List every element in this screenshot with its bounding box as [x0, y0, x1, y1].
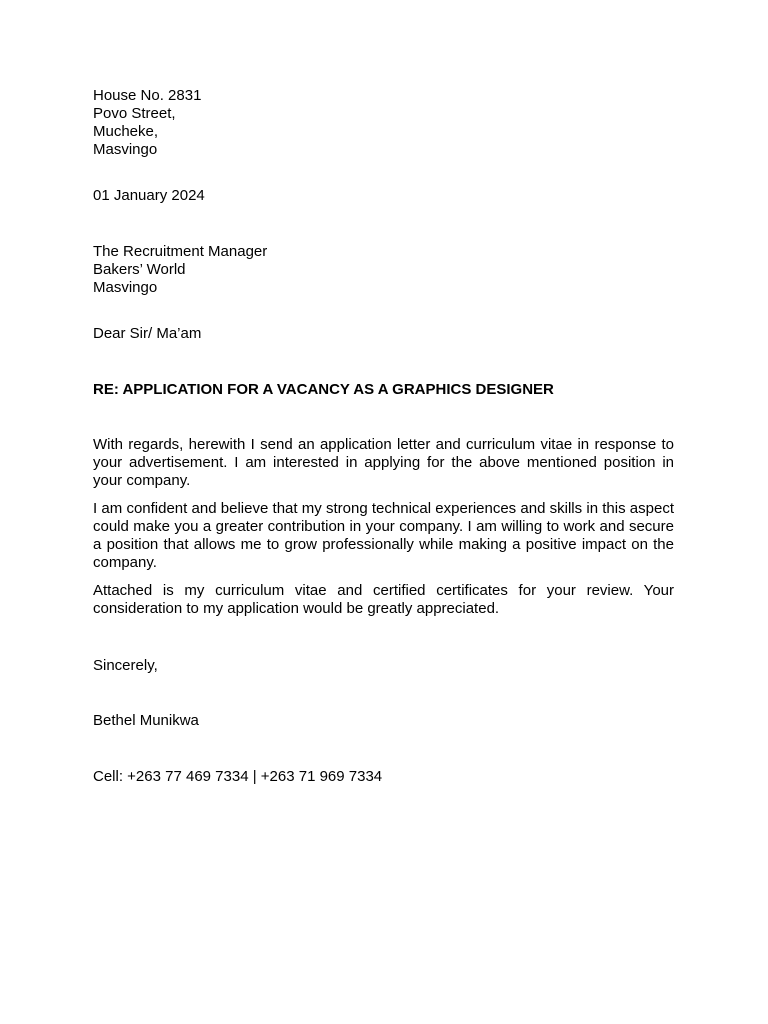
letter-date-text: 01 January 2024 — [93, 187, 205, 204]
closing — [93, 657, 674, 675]
salutation — [93, 325, 674, 343]
recipient-address — [93, 243, 674, 297]
sender-address-line: House No. 2831 — [93, 87, 202, 104]
salutation-text: Dear Sir/ Ma’am — [93, 325, 202, 342]
body-paragraph: I am confident and believe that my strong technical experiences and skills in this aspect could make you a greater contribution in your company. I am willing to work and secure a position that allows me to grow professionally while making a positive impact on the company. — [93, 500, 674, 571]
body-paragraph: Attached is my curriculum vitae and certified certificates for your review. Your consideration to my application would be greatly appreciated. — [93, 582, 674, 617]
body-paragraph: With regards, herewith I send an application letter and curriculum vitae in response to your advertisement. I am interested in applying for the above mentioned position in your company. — [93, 436, 674, 489]
subject-text: RE: APPLICATION FOR A VACANCY AS A GRAPHICS DESIGNER — [93, 381, 554, 398]
sender-address-line: Mucheke, — [93, 123, 159, 140]
recipient-line: Masvingo — [93, 279, 158, 296]
letter-date — [93, 187, 674, 205]
letter-body — [93, 436, 674, 628]
closing-text: Sincerely, — [93, 657, 158, 674]
recipient-line: The Recruitment Manager — [93, 243, 268, 260]
signature-name-text: Bethel Munikwa — [93, 712, 199, 729]
contact-info — [93, 768, 674, 786]
signature-name — [93, 712, 674, 730]
sender-address-line: Povo Street, — [93, 105, 176, 122]
subject-line — [93, 381, 674, 399]
recipient-line: Bakers’ World — [93, 261, 186, 278]
sender-address — [93, 87, 674, 159]
sender-address-line: Masvingo — [93, 141, 158, 158]
contact-text: Cell: +263 77 469 7334 | +263 71 969 7334 — [93, 768, 383, 785]
